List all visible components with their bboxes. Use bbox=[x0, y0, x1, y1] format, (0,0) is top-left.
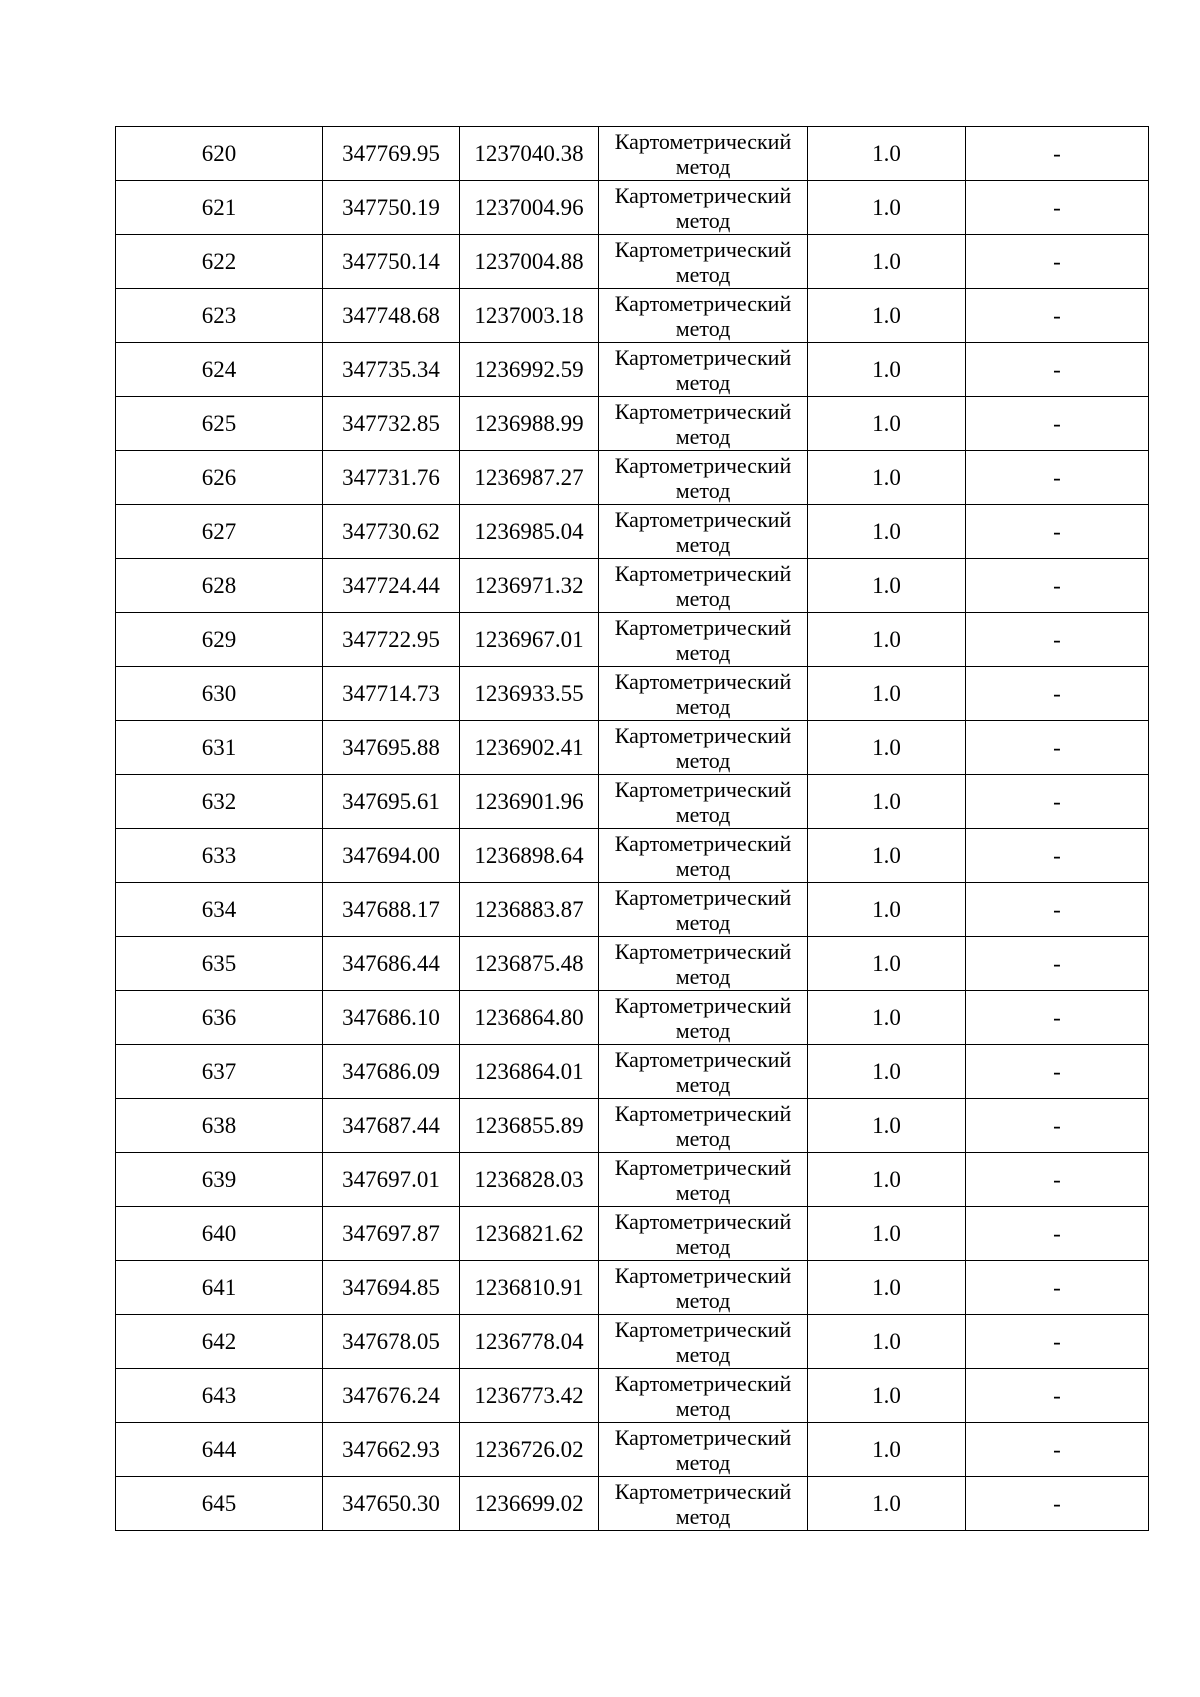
x-coordinate-cell: 347686.10 bbox=[323, 991, 460, 1045]
precision-cell: 1.0 bbox=[808, 1477, 966, 1531]
point-number-cell: 625 bbox=[116, 397, 323, 451]
table-row bbox=[116, 559, 1149, 613]
table-row bbox=[116, 1261, 1149, 1315]
method-cell bbox=[599, 397, 808, 451]
note-cell: - bbox=[966, 775, 1149, 829]
method-line-1: Картометрический bbox=[614, 1370, 792, 1396]
y-coordinate-cell: 1236864.80 bbox=[460, 991, 599, 1045]
note-cell: - bbox=[966, 1153, 1149, 1207]
point-number-cell: 631 bbox=[116, 721, 323, 775]
point-number-cell: 638 bbox=[116, 1099, 323, 1153]
x-coordinate-cell: 347695.61 bbox=[323, 775, 460, 829]
table-row bbox=[116, 1045, 1149, 1099]
note-cell: - bbox=[966, 721, 1149, 775]
method-cell bbox=[599, 451, 808, 505]
method-line-1: Картометрический bbox=[614, 884, 792, 910]
table-row bbox=[116, 1099, 1149, 1153]
y-coordinate-cell: 1236883.87 bbox=[460, 883, 599, 937]
method-cell bbox=[599, 991, 808, 1045]
precision-cell: 1.0 bbox=[808, 667, 966, 721]
point-number-cell: 622 bbox=[116, 235, 323, 289]
coordinates-table bbox=[115, 126, 1149, 1531]
method-line-1: Картометрический bbox=[614, 830, 792, 856]
x-coordinate-cell: 347650.30 bbox=[323, 1477, 460, 1531]
method-cell bbox=[599, 613, 808, 667]
x-coordinate-cell: 347686.44 bbox=[323, 937, 460, 991]
precision-cell: 1.0 bbox=[808, 505, 966, 559]
precision-cell: 1.0 bbox=[808, 181, 966, 235]
method-cell bbox=[599, 1423, 808, 1477]
precision-cell: 1.0 bbox=[808, 1369, 966, 1423]
method-line-1: Картометрический bbox=[614, 506, 792, 532]
note-cell: - bbox=[966, 1207, 1149, 1261]
method-cell bbox=[599, 1261, 808, 1315]
point-number-cell: 640 bbox=[116, 1207, 323, 1261]
table-row bbox=[116, 1207, 1149, 1261]
note-cell: - bbox=[966, 235, 1149, 289]
note-cell: - bbox=[966, 397, 1149, 451]
point-number-cell: 634 bbox=[116, 883, 323, 937]
table-row bbox=[116, 1153, 1149, 1207]
x-coordinate-cell: 347678.05 bbox=[323, 1315, 460, 1369]
y-coordinate-cell: 1236988.99 bbox=[460, 397, 599, 451]
method-line-1: Картометрический bbox=[614, 344, 792, 370]
method-line-1: Картометрический bbox=[614, 452, 792, 478]
method-cell bbox=[599, 559, 808, 613]
y-coordinate-cell: 1236778.04 bbox=[460, 1315, 599, 1369]
precision-cell: 1.0 bbox=[808, 1315, 966, 1369]
method-line-2: метод bbox=[675, 1071, 731, 1097]
x-coordinate-cell: 347722.95 bbox=[323, 613, 460, 667]
y-coordinate-cell: 1237040.38 bbox=[460, 127, 599, 181]
note-cell: - bbox=[966, 829, 1149, 883]
x-coordinate-cell: 347662.93 bbox=[323, 1423, 460, 1477]
y-coordinate-cell: 1236987.27 bbox=[460, 451, 599, 505]
method-line-2: метод bbox=[675, 1341, 731, 1367]
x-coordinate-cell: 347694.85 bbox=[323, 1261, 460, 1315]
method-line-2: метод bbox=[675, 801, 731, 827]
method-cell bbox=[599, 181, 808, 235]
method-line-2: метод bbox=[675, 315, 731, 341]
point-number-cell: 637 bbox=[116, 1045, 323, 1099]
table-row bbox=[116, 397, 1149, 451]
table-row bbox=[116, 1477, 1149, 1531]
method-line-2: метод bbox=[675, 747, 731, 773]
precision-cell: 1.0 bbox=[808, 721, 966, 775]
point-number-cell: 641 bbox=[116, 1261, 323, 1315]
x-coordinate-cell: 347686.09 bbox=[323, 1045, 460, 1099]
point-number-cell: 620 bbox=[116, 127, 323, 181]
table-row bbox=[116, 667, 1149, 721]
method-cell bbox=[599, 127, 808, 181]
method-line-1: Картометрический bbox=[614, 776, 792, 802]
note-cell: - bbox=[966, 1477, 1149, 1531]
method-cell bbox=[599, 1477, 808, 1531]
method-cell bbox=[599, 775, 808, 829]
x-coordinate-cell: 347676.24 bbox=[323, 1369, 460, 1423]
method-line-2: метод bbox=[675, 585, 731, 611]
method-cell bbox=[599, 937, 808, 991]
method-line-1: Картометрический bbox=[614, 290, 792, 316]
note-cell: - bbox=[966, 1369, 1149, 1423]
method-line-2: метод bbox=[675, 261, 731, 287]
precision-cell: 1.0 bbox=[808, 613, 966, 667]
point-number-cell: 623 bbox=[116, 289, 323, 343]
method-line-2: метод bbox=[675, 1503, 731, 1529]
x-coordinate-cell: 347769.95 bbox=[323, 127, 460, 181]
y-coordinate-cell: 1236810.91 bbox=[460, 1261, 599, 1315]
method-line-2: метод bbox=[675, 207, 731, 233]
precision-cell: 1.0 bbox=[808, 559, 966, 613]
method-line-1: Картометрический bbox=[614, 128, 792, 154]
table-row bbox=[116, 721, 1149, 775]
y-coordinate-cell: 1236971.32 bbox=[460, 559, 599, 613]
method-line-1: Картометрический bbox=[614, 1316, 792, 1342]
precision-cell: 1.0 bbox=[808, 883, 966, 937]
precision-cell: 1.0 bbox=[808, 1423, 966, 1477]
x-coordinate-cell: 347697.87 bbox=[323, 1207, 460, 1261]
method-line-2: метод bbox=[675, 369, 731, 395]
method-line-2: метод bbox=[675, 639, 731, 665]
table-row bbox=[116, 1315, 1149, 1369]
y-coordinate-cell: 1237003.18 bbox=[460, 289, 599, 343]
precision-cell: 1.0 bbox=[808, 343, 966, 397]
method-line-1: Картометрический bbox=[614, 1100, 792, 1126]
note-cell: - bbox=[966, 127, 1149, 181]
method-line-1: Картометрический bbox=[614, 614, 792, 640]
method-line-2: метод bbox=[675, 1017, 731, 1043]
method-line-1: Картометрический bbox=[614, 236, 792, 262]
point-number-cell: 627 bbox=[116, 505, 323, 559]
y-coordinate-cell: 1237004.88 bbox=[460, 235, 599, 289]
table-row bbox=[116, 613, 1149, 667]
method-line-2: метод bbox=[675, 1125, 731, 1151]
note-cell: - bbox=[966, 991, 1149, 1045]
note-cell: - bbox=[966, 1045, 1149, 1099]
table-row bbox=[116, 181, 1149, 235]
point-number-cell: 636 bbox=[116, 991, 323, 1045]
method-cell bbox=[599, 1207, 808, 1261]
table-row bbox=[116, 775, 1149, 829]
x-coordinate-cell: 347694.00 bbox=[323, 829, 460, 883]
note-cell: - bbox=[966, 667, 1149, 721]
method-line-1: Картометрический bbox=[614, 1154, 792, 1180]
y-coordinate-cell: 1236828.03 bbox=[460, 1153, 599, 1207]
precision-cell: 1.0 bbox=[808, 1099, 966, 1153]
x-coordinate-cell: 347714.73 bbox=[323, 667, 460, 721]
method-line-2: метод bbox=[675, 963, 731, 989]
x-coordinate-cell: 347730.62 bbox=[323, 505, 460, 559]
x-coordinate-cell: 347735.34 bbox=[323, 343, 460, 397]
method-line-1: Картометрический bbox=[614, 1424, 792, 1450]
method-line-2: метод bbox=[675, 1395, 731, 1421]
point-number-cell: 632 bbox=[116, 775, 323, 829]
method-line-2: метод bbox=[675, 423, 731, 449]
point-number-cell: 628 bbox=[116, 559, 323, 613]
method-line-2: метод bbox=[675, 153, 731, 179]
note-cell: - bbox=[966, 451, 1149, 505]
point-number-cell: 633 bbox=[116, 829, 323, 883]
y-coordinate-cell: 1236726.02 bbox=[460, 1423, 599, 1477]
method-cell bbox=[599, 883, 808, 937]
x-coordinate-cell: 347731.76 bbox=[323, 451, 460, 505]
note-cell: - bbox=[966, 181, 1149, 235]
precision-cell: 1.0 bbox=[808, 1153, 966, 1207]
y-coordinate-cell: 1236875.48 bbox=[460, 937, 599, 991]
precision-cell: 1.0 bbox=[808, 235, 966, 289]
precision-cell: 1.0 bbox=[808, 289, 966, 343]
method-cell bbox=[599, 343, 808, 397]
table-row bbox=[116, 883, 1149, 937]
method-line-2: метод bbox=[675, 531, 731, 557]
method-line-1: Картометрический bbox=[614, 182, 792, 208]
precision-cell: 1.0 bbox=[808, 829, 966, 883]
y-coordinate-cell: 1236992.59 bbox=[460, 343, 599, 397]
method-cell bbox=[599, 1099, 808, 1153]
x-coordinate-cell: 347750.19 bbox=[323, 181, 460, 235]
table-row bbox=[116, 1423, 1149, 1477]
x-coordinate-cell: 347732.85 bbox=[323, 397, 460, 451]
precision-cell: 1.0 bbox=[808, 1045, 966, 1099]
x-coordinate-cell: 347695.88 bbox=[323, 721, 460, 775]
method-line-1: Картометрический bbox=[614, 1208, 792, 1234]
method-line-2: метод bbox=[675, 477, 731, 503]
y-coordinate-cell: 1236985.04 bbox=[460, 505, 599, 559]
method-line-2: метод bbox=[675, 1287, 731, 1313]
method-cell bbox=[599, 1153, 808, 1207]
note-cell: - bbox=[966, 1099, 1149, 1153]
y-coordinate-cell: 1236699.02 bbox=[460, 1477, 599, 1531]
note-cell: - bbox=[966, 559, 1149, 613]
method-cell bbox=[599, 1315, 808, 1369]
method-line-1: Картометрический bbox=[614, 992, 792, 1018]
method-line-2: метод bbox=[675, 1449, 731, 1475]
note-cell: - bbox=[966, 613, 1149, 667]
precision-cell: 1.0 bbox=[808, 775, 966, 829]
point-number-cell: 630 bbox=[116, 667, 323, 721]
point-number-cell: 635 bbox=[116, 937, 323, 991]
table-row bbox=[116, 127, 1149, 181]
point-number-cell: 643 bbox=[116, 1369, 323, 1423]
method-line-1: Картометрический bbox=[614, 398, 792, 424]
precision-cell: 1.0 bbox=[808, 1207, 966, 1261]
point-number-cell: 642 bbox=[116, 1315, 323, 1369]
y-coordinate-cell: 1236902.41 bbox=[460, 721, 599, 775]
method-cell bbox=[599, 667, 808, 721]
method-line-2: метод bbox=[675, 1233, 731, 1259]
point-number-cell: 621 bbox=[116, 181, 323, 235]
y-coordinate-cell: 1236898.64 bbox=[460, 829, 599, 883]
y-coordinate-cell: 1236773.42 bbox=[460, 1369, 599, 1423]
precision-cell: 1.0 bbox=[808, 937, 966, 991]
method-line-2: метод bbox=[675, 1179, 731, 1205]
method-line-1: Картометрический bbox=[614, 722, 792, 748]
method-line-2: метод bbox=[675, 855, 731, 881]
precision-cell: 1.0 bbox=[808, 127, 966, 181]
method-cell bbox=[599, 829, 808, 883]
table-row bbox=[116, 343, 1149, 397]
method-line-1: Картометрический bbox=[614, 1046, 792, 1072]
point-number-cell: 639 bbox=[116, 1153, 323, 1207]
method-line-1: Картометрический bbox=[614, 1262, 792, 1288]
method-line-1: Картометрический bbox=[614, 1478, 792, 1504]
note-cell: - bbox=[966, 1261, 1149, 1315]
note-cell: - bbox=[966, 343, 1149, 397]
method-cell bbox=[599, 721, 808, 775]
point-number-cell: 644 bbox=[116, 1423, 323, 1477]
method-cell bbox=[599, 235, 808, 289]
table-row bbox=[116, 829, 1149, 883]
table-row bbox=[116, 289, 1149, 343]
x-coordinate-cell: 347748.68 bbox=[323, 289, 460, 343]
y-coordinate-cell: 1236821.62 bbox=[460, 1207, 599, 1261]
x-coordinate-cell: 347697.01 bbox=[323, 1153, 460, 1207]
note-cell: - bbox=[966, 505, 1149, 559]
precision-cell: 1.0 bbox=[808, 1261, 966, 1315]
y-coordinate-cell: 1236864.01 bbox=[460, 1045, 599, 1099]
note-cell: - bbox=[966, 289, 1149, 343]
y-coordinate-cell: 1236933.55 bbox=[460, 667, 599, 721]
y-coordinate-cell: 1236855.89 bbox=[460, 1099, 599, 1153]
point-number-cell: 645 bbox=[116, 1477, 323, 1531]
x-coordinate-cell: 347724.44 bbox=[323, 559, 460, 613]
y-coordinate-cell: 1236967.01 bbox=[460, 613, 599, 667]
x-coordinate-cell: 347688.17 bbox=[323, 883, 460, 937]
note-cell: - bbox=[966, 937, 1149, 991]
method-cell bbox=[599, 1045, 808, 1099]
x-coordinate-cell: 347750.14 bbox=[323, 235, 460, 289]
coordinates-table-body bbox=[116, 127, 1149, 1531]
table-row bbox=[116, 451, 1149, 505]
method-line-1: Картометрический bbox=[614, 938, 792, 964]
method-line-1: Картометрический bbox=[614, 668, 792, 694]
note-cell: - bbox=[966, 1423, 1149, 1477]
y-coordinate-cell: 1236901.96 bbox=[460, 775, 599, 829]
precision-cell: 1.0 bbox=[808, 397, 966, 451]
note-cell: - bbox=[966, 883, 1149, 937]
table-row bbox=[116, 1369, 1149, 1423]
point-number-cell: 624 bbox=[116, 343, 323, 397]
method-cell bbox=[599, 1369, 808, 1423]
precision-cell: 1.0 bbox=[808, 451, 966, 505]
method-cell bbox=[599, 289, 808, 343]
table-row bbox=[116, 505, 1149, 559]
y-coordinate-cell: 1237004.96 bbox=[460, 181, 599, 235]
method-cell bbox=[599, 505, 808, 559]
point-number-cell: 626 bbox=[116, 451, 323, 505]
precision-cell: 1.0 bbox=[808, 991, 966, 1045]
table-row bbox=[116, 991, 1149, 1045]
method-line-2: метод bbox=[675, 693, 731, 719]
method-line-1: Картометрический bbox=[614, 560, 792, 586]
table-row bbox=[116, 235, 1149, 289]
table-row bbox=[116, 937, 1149, 991]
x-coordinate-cell: 347687.44 bbox=[323, 1099, 460, 1153]
method-line-2: метод bbox=[675, 909, 731, 935]
note-cell: - bbox=[966, 1315, 1149, 1369]
point-number-cell: 629 bbox=[116, 613, 323, 667]
